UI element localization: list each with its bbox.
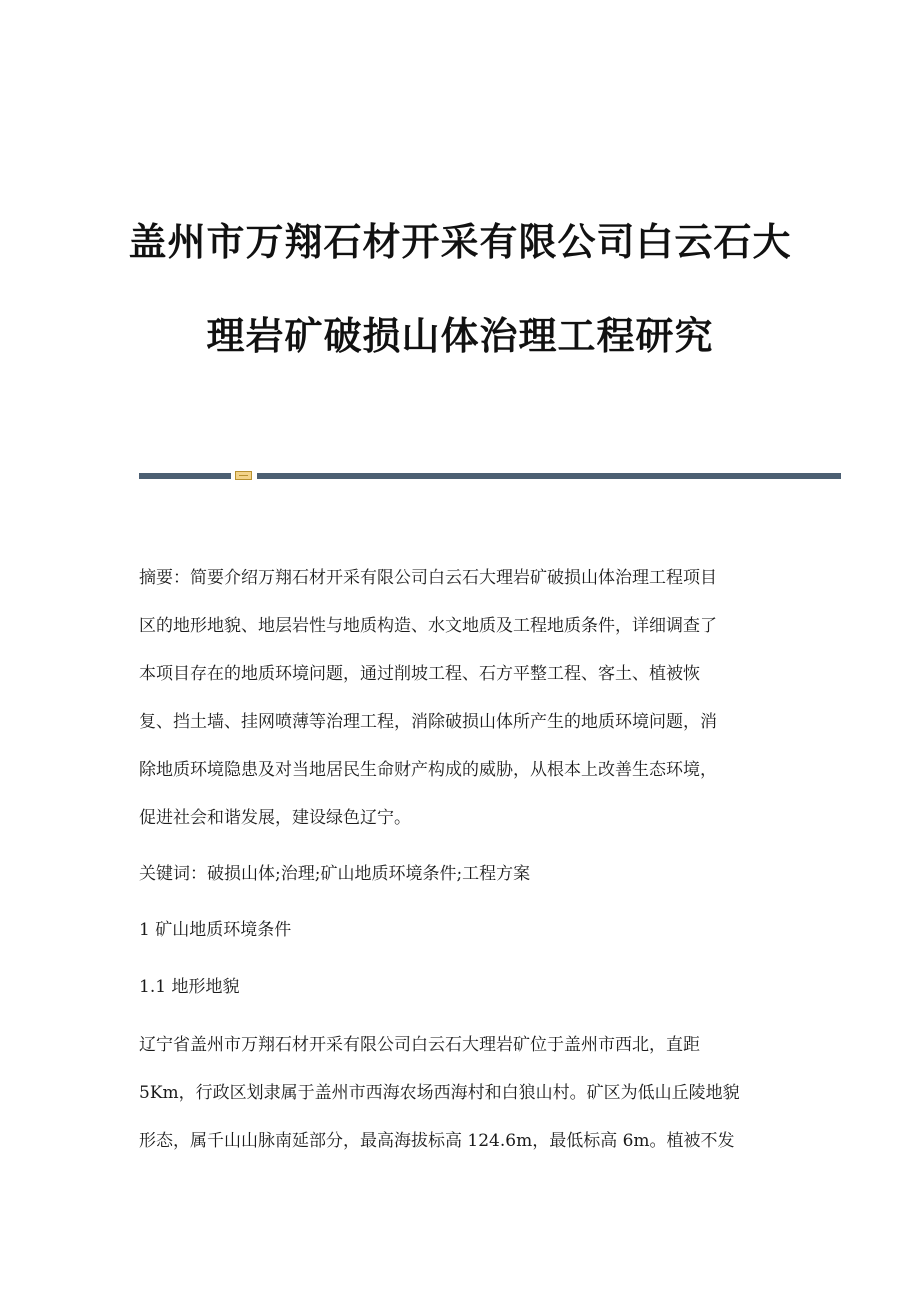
- keywords-text: 关键词：破损山体;治理;矿山地质环境条件;工程方案: [139, 864, 531, 884]
- body-line: 5Km，行政区划隶属于盖州市西海农场西海村和白狼山村。矿区为低山丘陵地貌: [139, 1083, 740, 1103]
- divider-bar-left: [139, 473, 231, 479]
- abstract-line: 本项目存在的地质环境问题，通过削坡工程、石方平整工程、客土、植被恢: [139, 664, 700, 684]
- subsection-heading-text: 1.1 地形地貌: [139, 977, 240, 997]
- divider-ornament-icon: [235, 471, 252, 480]
- divider-bar-right: [257, 473, 841, 479]
- body-line: 辽宁省盖州市万翔石材开采有限公司白云石大理岩矿位于盖州市西北，直距: [139, 1035, 700, 1055]
- abstract-line: 除地质环境隐患及对当地居民生命财产构成的威胁，从根本上改善生态环境，: [139, 760, 717, 780]
- abstract-line: 摘要：简要介绍万翔石材开采有限公司白云石大理岩矿破损山体治理工程项目: [139, 568, 717, 588]
- abstract-line: 区的地形地貌、地层岩性与地质构造、水文地质及工程地质条件，详细调查了: [139, 616, 717, 636]
- document-title-line-2: 理岩矿破损山体治理工程研究: [206, 314, 714, 358]
- abstract-line: 复、挡土墙、挂网喷薄等治理工程，消除破损山体所产生的地质环境问题，消: [139, 712, 717, 732]
- section-heading: [139, 918, 799, 966]
- body-paragraph: [139, 1033, 799, 1177]
- title-divider: [139, 471, 841, 480]
- keywords-line: [139, 862, 799, 910]
- document-title-line-1: 盖州市万翔石材开采有限公司白云石大: [128, 220, 792, 264]
- body-line: 形态，属千山山脉南延部分，最高海拔标高 124.6m，最低标高 6m。植被不发: [139, 1131, 735, 1151]
- section-heading-text: 1 矿山地质环境条件: [139, 920, 292, 940]
- abstract-line: 促进社会和谐发展，建设绿色辽宁。: [139, 808, 411, 828]
- abstract-paragraph: [139, 566, 799, 854]
- subsection-heading: [139, 975, 799, 1023]
